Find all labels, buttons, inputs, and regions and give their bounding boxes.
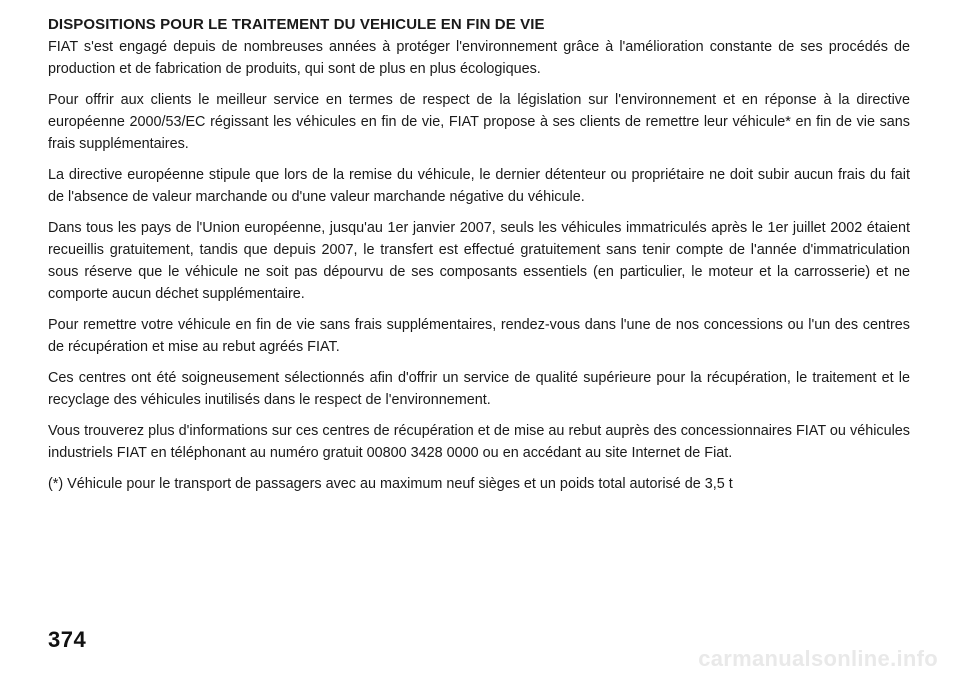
paragraph-service-offer: Pour offrir aux clients le meilleur service en termes de respect de la législation sur l'environnement et en réponse à la directive européenne 2000/53/EC régissant les véhicules en fin de vie, FIAT propose à ses clients de remettre leur véhicule* en fin de vie sans frais supplémentaires.	[48, 92, 910, 152]
paragraph-directive: La directive européenne stipule que lors de la remise du véhicule, le dernier détenteur ou propriétaire ne doit subir aucun frais du fait de l'absence de valeur marchande ou d'une valeur marchande négative du véhicule.	[48, 167, 910, 205]
document-body	[48, 14, 910, 504]
paragraph-centres: Ces centres ont été soigneusement sélectionnés afin d'offrir un service de qualité supérieure pour la récupération, le traitement et le recyclage des véhicules inutilisés dans le respect de l'environnement.	[48, 370, 910, 408]
page-number: 374	[48, 627, 87, 652]
section-heading: DISPOSITIONS POUR LE TRAITEMENT DU VEHICULE EN FIN DE VIE	[48, 16, 545, 33]
paragraph-more-info: Vous trouverez plus d'informations sur ces centres de récupération et de mise au rebut auprès des concessionnaires FIAT ou véhicules industriels FIAT en téléphonant au numéro gratuit 00800 3428 0000 ou en accédant au site Internet de Fiat.	[48, 423, 910, 461]
footnote: (*) Véhicule pour le transport de passagers avec au maximum neuf sièges et un poids total autorisé de 3,5 t	[48, 476, 733, 492]
paragraph-intro: FIAT s'est engagé depuis de nombreuses années à protéger l'environnement grâce à l'amélioration constante de ses procédés de production et de fabrication de produits, qui sont de plus en plus écologiques.	[48, 39, 910, 77]
paragraph-eu-countries: Dans tous les pays de l'Union européenne, jusqu'au 1er janvier 2007, seuls les véhicules immatriculés après le 1er juillet 2002 étaient recueillis gratuitement, tandis que depuis 2007, le transfert est effectué gratuitement sans tenir compte de l'année d'immatriculation sous réserve que le véhicule ne soit pas dépourvu de ses composants essentiels (en particulier, le moteur et la carrosserie) et ne comporte aucun déchet supplémentaire.	[48, 220, 910, 302]
watermark: carmanualsonline.info	[698, 646, 938, 671]
paragraph-return-vehicle: Pour remettre votre véhicule en fin de vie sans frais supplémentaires, rendez-vous dans l'une de nos concessions ou l'un des centres de récupération et mise au rebut agréés FIAT.	[48, 317, 910, 355]
